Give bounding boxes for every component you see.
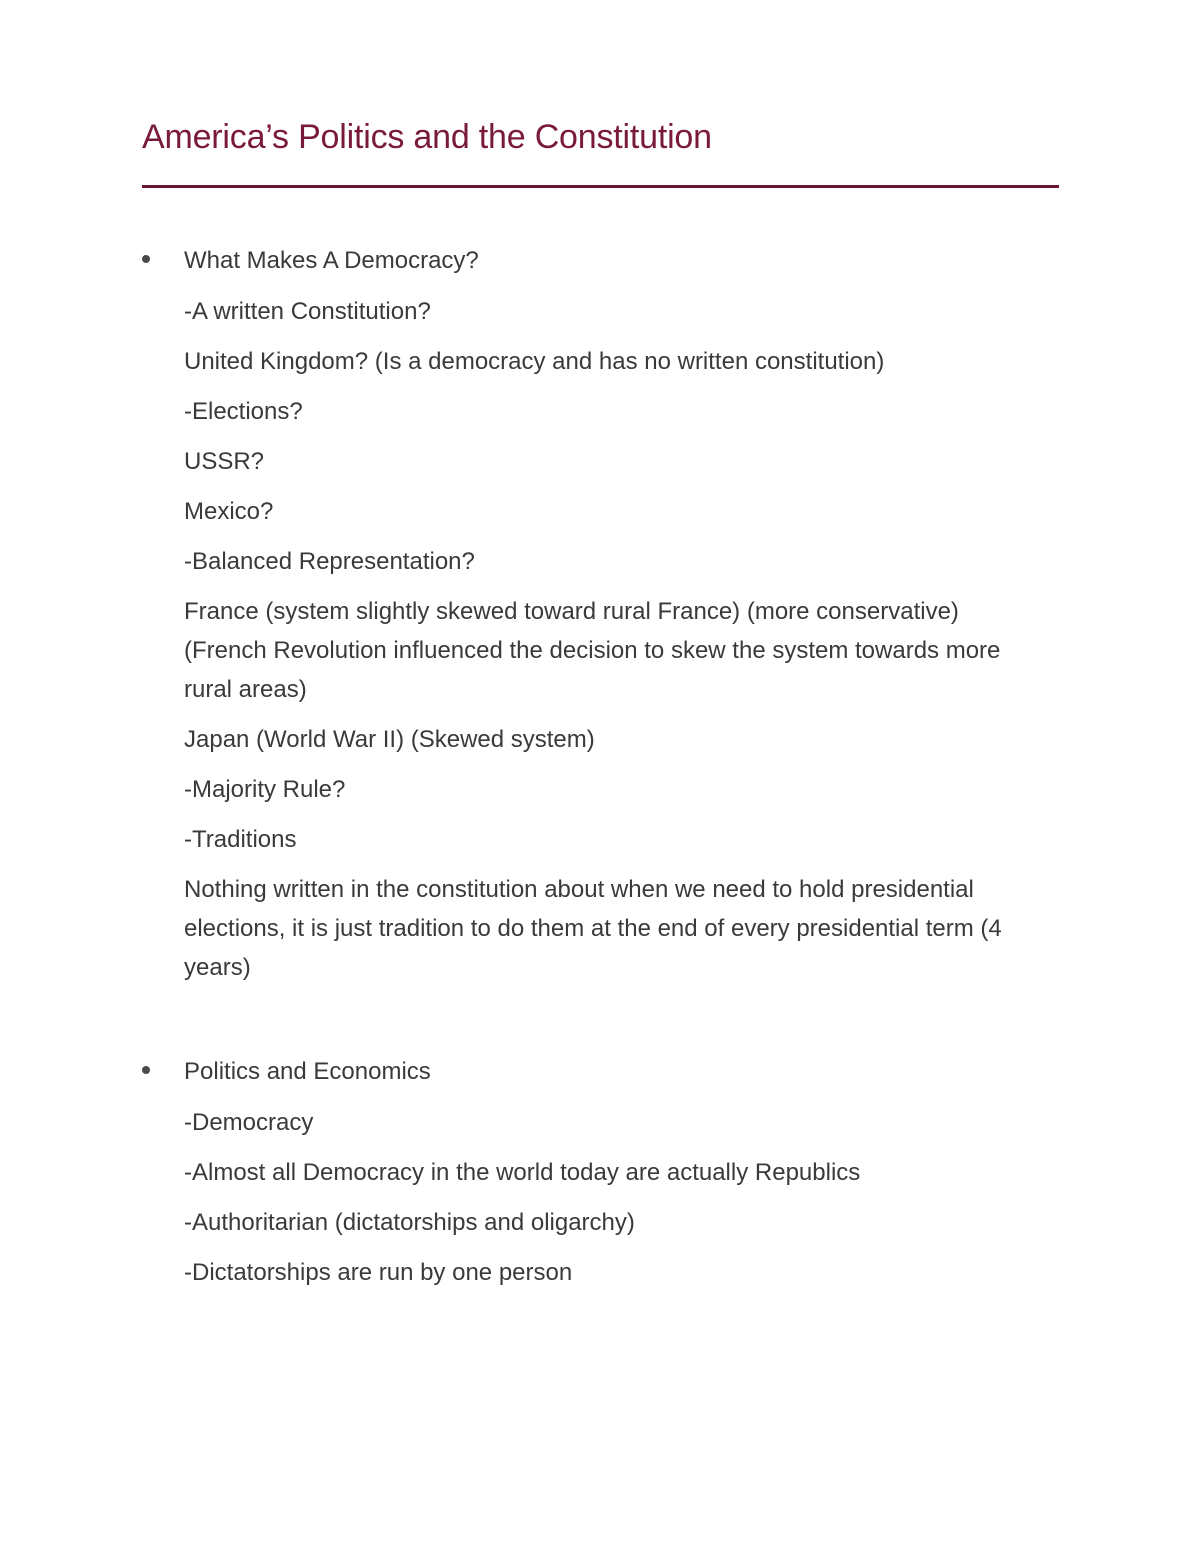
section-heading-row <box>142 242 1059 280</box>
list-item: France (system slightly skewed toward rural France) (more conservative) (French Revolution influenced the decision to skew the system towards more rural areas) <box>184 598 1001 703</box>
list-item: Nothing written in the constitution about when we need to hold presidential elections, it is just tradition to do them at the end of every presidential term (4 years) <box>184 876 1002 981</box>
list-item: -A written Constitution? <box>184 298 431 325</box>
list-item: United Kingdom? (Is a democracy and has no written constitution) <box>184 348 885 375</box>
section-heading: What Makes A Democracy? <box>184 247 479 274</box>
document-title: America’s Politics and the Constitution <box>142 118 712 156</box>
list-item: -Democracy <box>184 1109 314 1136</box>
section-lines <box>184 292 1059 987</box>
section-heading-row <box>142 1053 1059 1091</box>
section-politics-and-economics <box>142 1053 1059 1292</box>
section-what-makes-a-democracy <box>142 242 1059 987</box>
list-item: -Majority Rule? <box>184 776 346 803</box>
bullet-icon <box>142 255 150 263</box>
list-item: -Almost all Democracy in the world today are actually Republics <box>184 1159 861 1186</box>
title-divider <box>142 185 1059 188</box>
list-item: -Authoritarian (dictatorships and oligarchy) <box>184 1209 635 1236</box>
list-item: Japan (World War II) (Skewed system) <box>184 726 595 753</box>
list-item: -Balanced Representation? <box>184 548 475 575</box>
section-heading: Politics and Economics <box>184 1058 431 1085</box>
list-item: -Dictatorships are run by one person <box>184 1259 573 1286</box>
list-item: -Elections? <box>184 398 303 425</box>
list-item: Mexico? <box>184 498 274 525</box>
list-item: -Traditions <box>184 826 297 853</box>
section-lines <box>184 1103 1059 1292</box>
bullet-icon <box>142 1066 150 1074</box>
list-item: USSR? <box>184 448 265 475</box>
